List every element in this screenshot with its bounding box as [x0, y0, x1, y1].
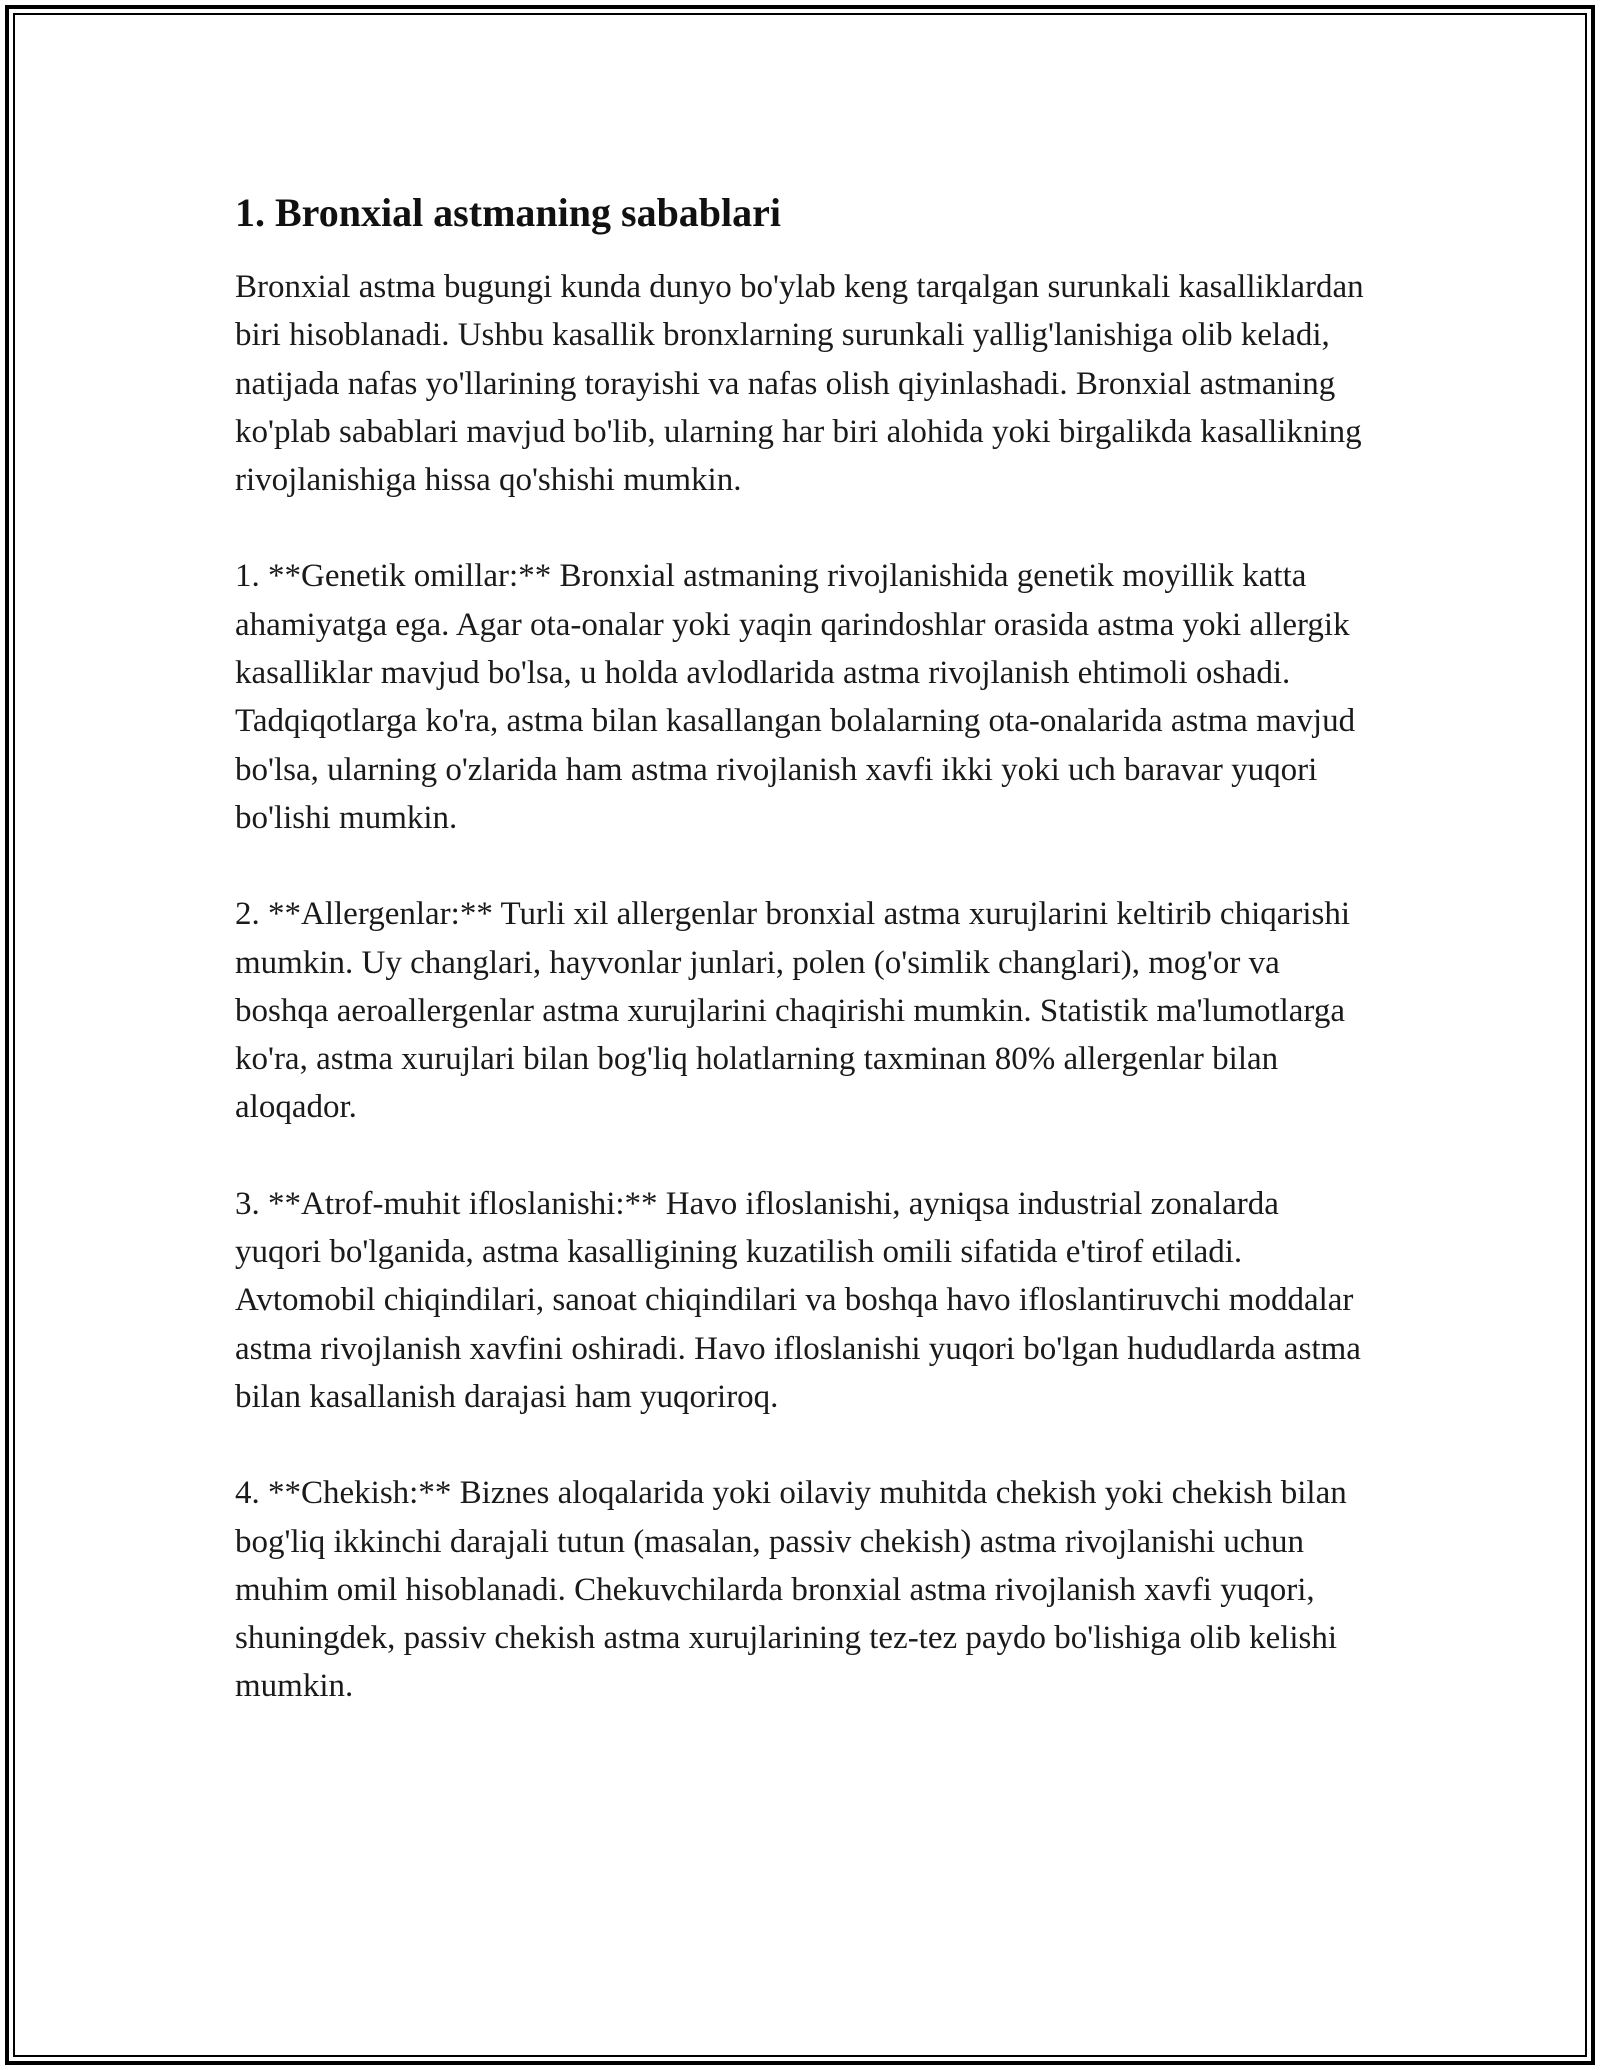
section-heading: 1. Bronxial astmaning sabablari — [235, 190, 782, 235]
allergens-paragraph: 2. **Allergenlar:** Turli xil allergenlar bronxial astma xurujlarini keltirib chiqarishi mumkin. Uy changlari, hayvonlar junlari, polen (o'simlik changlari), mog'or va boshqa aeroallergenlar astma xurujlarini chaqirishi mumkin. Statistik ma'lumotlarga ko'ra, astma xurujlari bilan bog'liq holatlarning taxminan 80% allergenlar bilan aloqador. — [235, 896, 1351, 1126]
smoking-paragraph: 4. **Chekish:** Biznes aloqalarida yoki oilaviy muhitda chekish yoki chekish bilan bog'liq ikkinchi darajali tutun (masalan, passiv chekish) astma rivojlanishi uchun muhim omil hisoblanadi. Chekuvchilarda bronxial astma rivojlanish xavfi yuqori, shuningdek, passiv chekish astma xurujlarining tez-tez paydo bo'lishiga olib kelishi mumkin. — [235, 1475, 1347, 1705]
intro-paragraph: Bronxial astma bugungi kunda dunyo bo'ylab keng tarqalgan surunkali kasalliklardan biri hisoblanadi. Ushbu kasallik bronxlarning surunkali yallig'lanishiga olib keladi, natijada nafas yo'llarining torayishi va nafas olish qiyinlashadi. Bronxial astmaning ko'plab sabablari mavjud bo'lib, ularning har biri alohida yoki birgalikda kasallikning rivojlanishiga hissa qo'shishi mumkin. — [235, 269, 1364, 499]
genetic-factors-paragraph: 1. **Genetik omillar:** Bronxial astmaning rivojlanishida genetik moyillik katta ahamiyatga ega. Agar ota-onalar yoki yaqin qarindoshlar orasida astma yoki allergik kasalliklar mavjud bo'lsa, u holda avlodlarida astma rivojlanish ehtimoli oshadi. Tadqiqotlarga ko'ra, astma bilan kasallangan bolalarning ota-onalarida astma mavjud bo'lsa, ularning o'zlarida ham astma rivojlanish xavfi ikki yoki uch baravar yuqori bo'lishi mumkin. — [235, 558, 1356, 836]
environmental-pollution-paragraph: 3. **Atrof-muhit ifloslanishi:** Havo ifloslanishi, ayniqsa industrial zonalarda yuqori bo'lganida, astma kasalligining kuzatilish omili sifatida e'tirof etiladi. Avtomobil chiqindilari, sanoat chiqindilari va boshqa havo ifloslantiruvchi moddalar astma rivojlanish xavfini oshiradi. Havo ifloslanishi yuqori bo'lgan hududlarda astma bilan kasallanish darajasi ham yuqoriroq. — [235, 1185, 1361, 1415]
document-body — [235, 185, 1365, 1759]
